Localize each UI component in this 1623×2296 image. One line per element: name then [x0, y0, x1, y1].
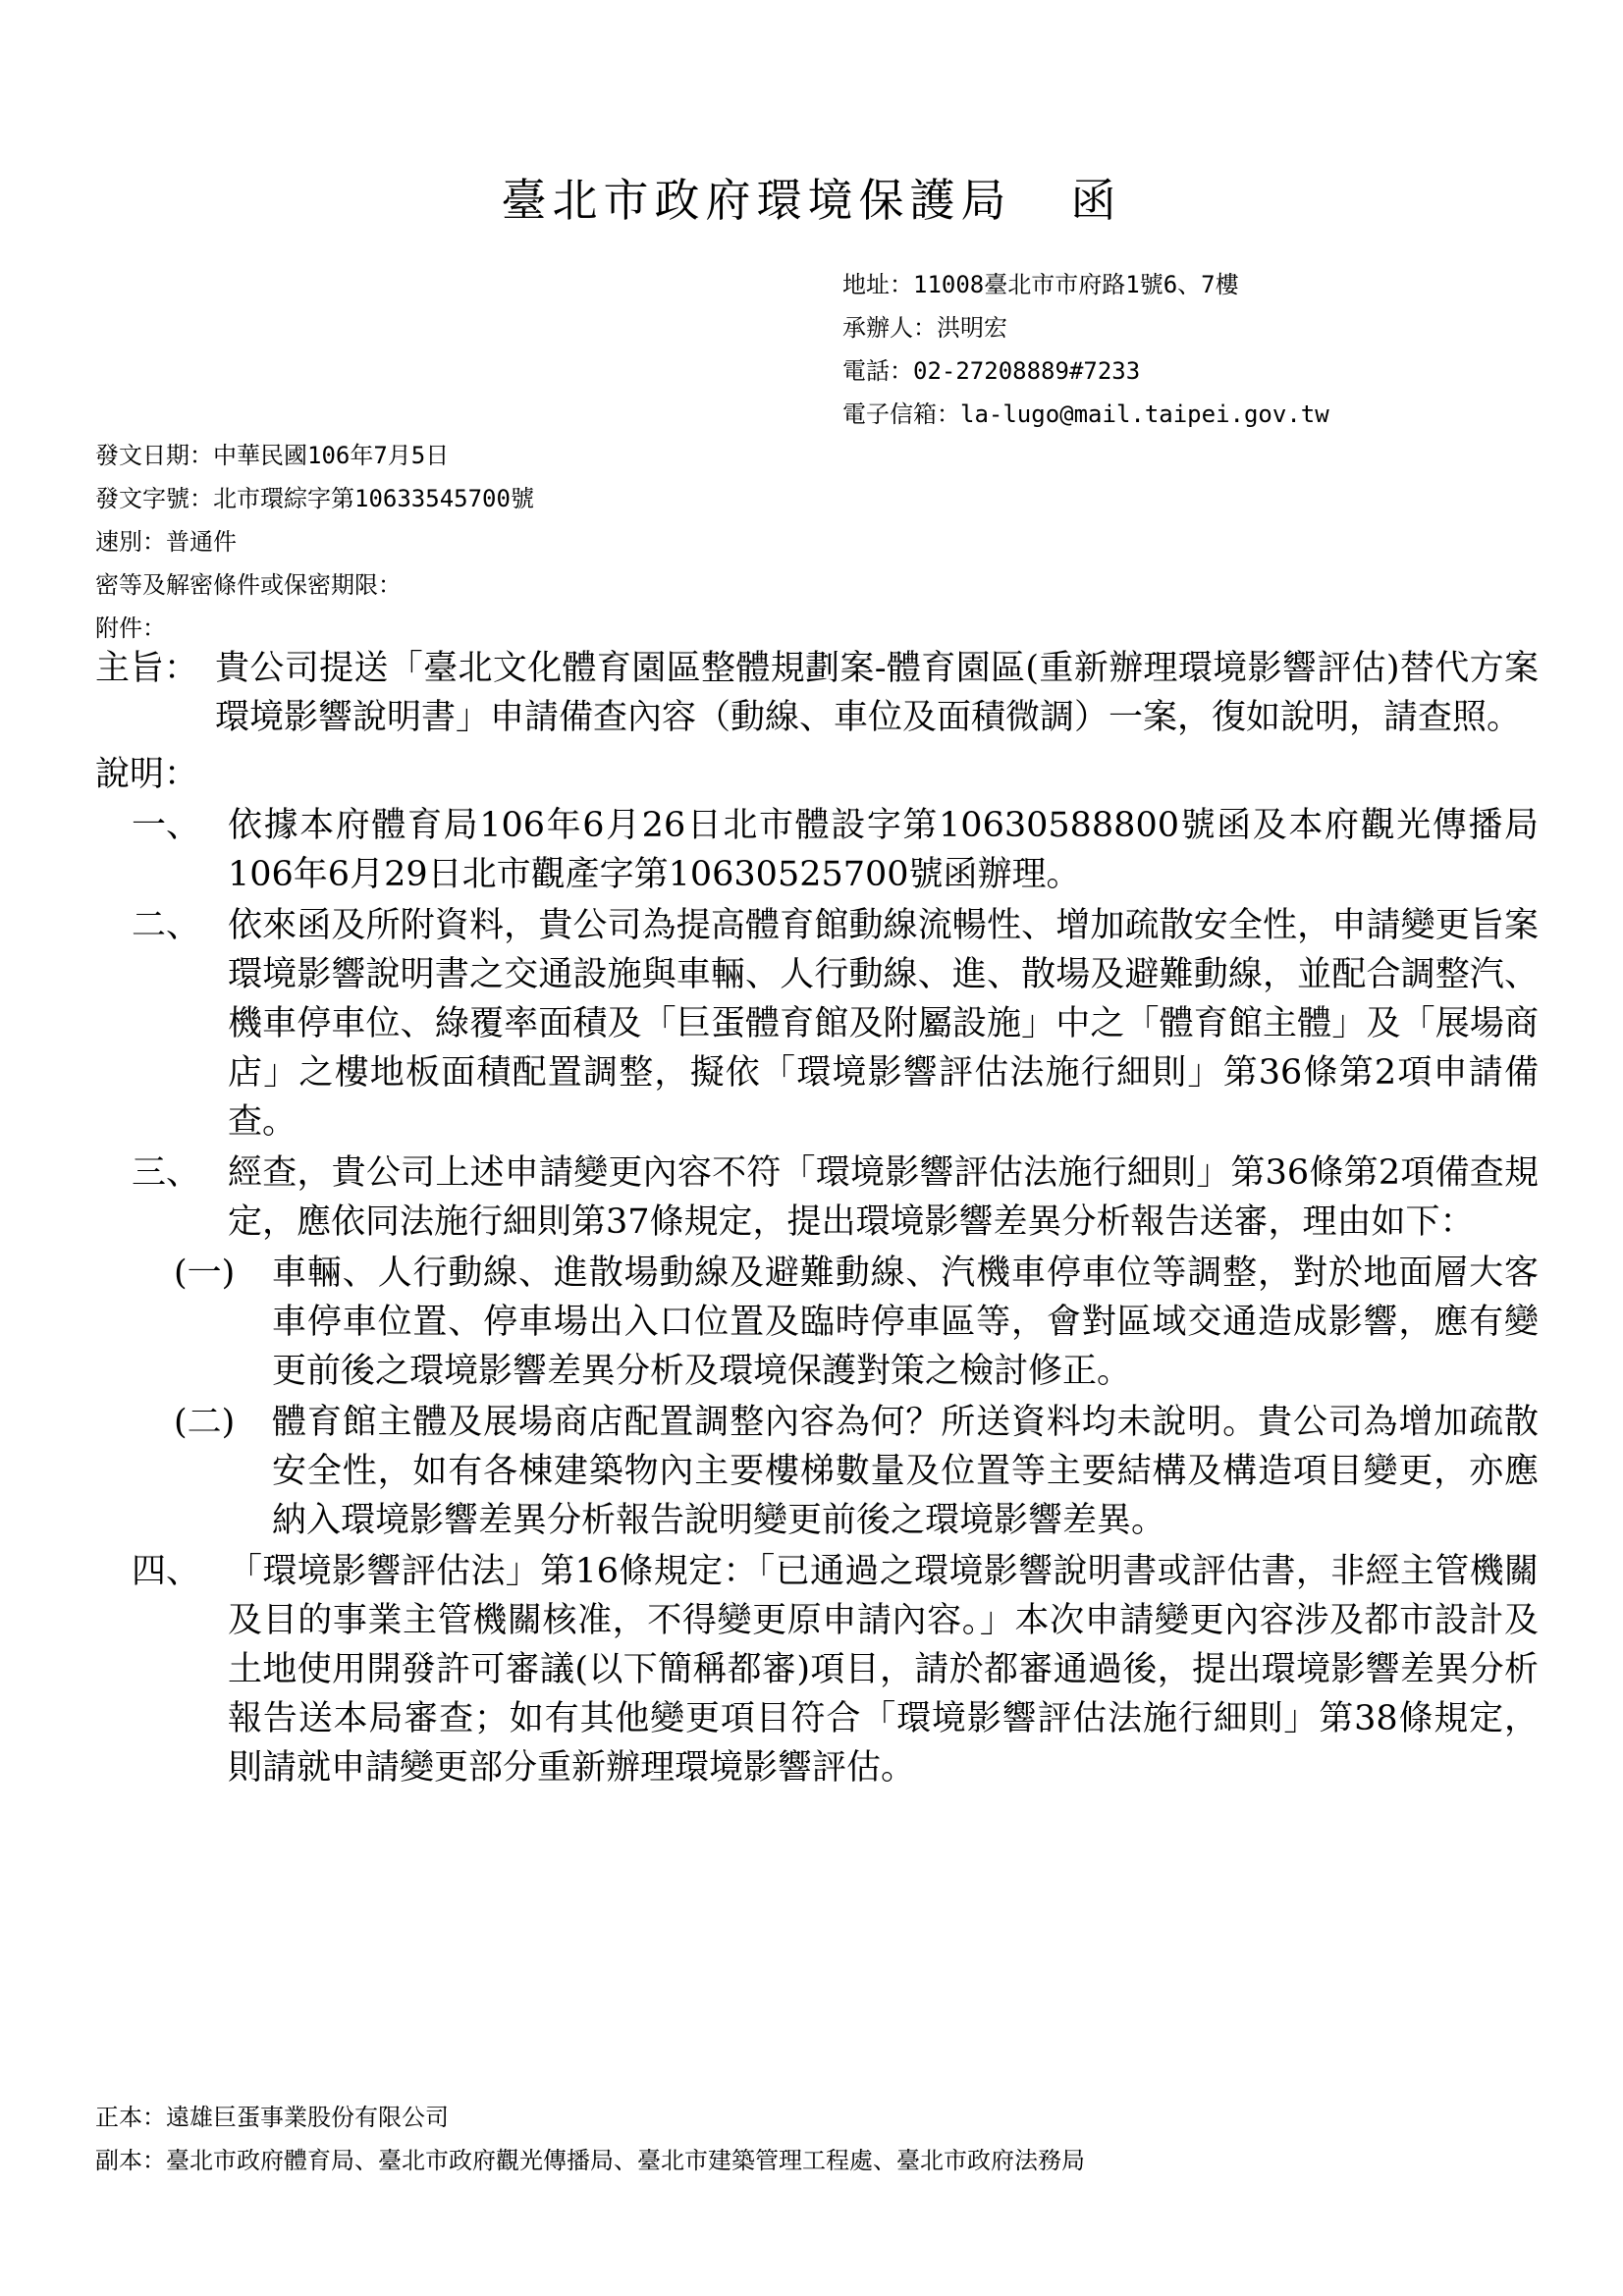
- item-text: 經查，貴公司上述申請變更內容不符「環境影響評估法施行細則」第36條第2項備查規定，應依同法施行細則第37條規定，提出環境影響差異分析報告送審，理由如下：: [228, 1153, 1539, 1242]
- document-type: 函: [1070, 174, 1122, 227]
- explanation-item-3: [132, 1148, 1539, 1247]
- contact-handler: 承辦人：洪明宏: [842, 314, 1007, 342]
- copy-recipients: 副本：臺北市政府體育局、臺北市政府觀光傳播局、臺北市建築管理工程處、臺北市政府法務局: [95, 2147, 1085, 2174]
- contact-address: 地址：11008臺北市市府路1號6、7樓: [842, 271, 1239, 298]
- item-text: 依據本府體育局106年6月26日北市體設字第10630588800號函及本府觀光傳播局106年6月29日北市觀產字第10630525700號函辦理。: [228, 806, 1539, 894]
- item-text: 依來函及所附資料，貴公司為提高體育館動線流暢性、增加疏散安全性，申請變更旨案環境影響說明書之交通設施與車輛、人行動線、進、散場及避難動線，並配合調整汽、機車停車位、綠覆率面積及「巨蛋體育館及附屬設施」中之「體育館主體」及「展場商店」之樓地板面積配置調整，擬依「環境影響評估法施行細則」第36條第2項申請備查。: [228, 906, 1539, 1142]
- item-number: 二、: [132, 906, 201, 945]
- explanation-item-1: [132, 801, 1539, 899]
- explanation-label: 說明：: [95, 755, 199, 794]
- item-number: 四、: [132, 1552, 201, 1591]
- contact-block: [842, 263, 1329, 436]
- subject-label: 主旨：: [95, 649, 199, 688]
- issue-date: 發文日期：中華民國106年7月5日: [95, 442, 450, 469]
- subject-section: [95, 644, 1539, 742]
- contact-phone: 電話：02-27208889#7233: [842, 357, 1141, 385]
- delivery-speed: 速別：普通件: [95, 528, 237, 556]
- attachments: 附件：: [95, 614, 166, 642]
- subject-text: 貴公司提送「臺北文化體育園區整體規劃案-體育園區(重新辦理環境影響評估)替代方案環境影響說明書」申請備查內容（動線、車位及面積微調）一案，復如說明，請查照。: [215, 649, 1539, 737]
- explanation-item-4: [132, 1547, 1539, 1792]
- letter-title: [0, 165, 1623, 230]
- letter-body: [95, 644, 1539, 1792]
- original-recipient: 正本：遠雄巨蛋事業股份有限公司: [95, 2104, 449, 2131]
- item-number: 一、: [132, 806, 201, 845]
- explanation-subitem-1: [174, 1249, 1539, 1396]
- subitem-text: 車輛、人行動線、進散場動線及避難動線、汽機車停車位等調整，對於地面層大客車停車位置、停車場出入口位置及臨時停車區等，會對區域交通造成影響，應有變更前後之環境影響差異分析及環境保護對策之檢討修正。: [272, 1254, 1539, 1391]
- explanation-subitem-2: [174, 1398, 1539, 1545]
- secrecy-level: 密等及解密條件或保密期限：: [95, 571, 402, 599]
- item-text: 「環境影響評估法」第16條規定：「已通過之環境影響說明書或評估書，非經主管機關及目的事業主管機關核准，不得變更原申請內容。」本次申請變更內容涉及都市設計及土地使用開發許可審議(以下簡稱都審)項目，請於都審通過後，提出環境影響差異分析報告送本局審查；如有其他變更項目符合「環境影響評估法施行細則」第38條規定，則請就申請變更部分重新辦理環境影響評估。: [228, 1552, 1539, 1788]
- subitem-number: (一): [174, 1254, 236, 1293]
- agency-name: 臺北市政府環境保護局: [501, 174, 1012, 227]
- contact-email: 電子信箱：la-lugo@mail.taipei.gov.tw: [842, 400, 1329, 428]
- distribution-block: [95, 2096, 1085, 2182]
- item-number: 三、: [132, 1153, 201, 1193]
- subitem-number: (二): [174, 1403, 236, 1442]
- explanation-item-2: [132, 901, 1539, 1147]
- subitem-text: 體育館主體及展場商店配置調整內容為何？所送資料均未說明。貴公司為增加疏散安全性，如有各棟建築物內主要樓梯數量及位置等主要結構及構造項目變更，亦應納入環境影響差異分析報告說明變更前後之環境影響差異。: [272, 1403, 1539, 1540]
- document-number: 發文字號：北市環綜字第10633545700號: [95, 485, 534, 512]
- issue-meta-block: [95, 434, 534, 650]
